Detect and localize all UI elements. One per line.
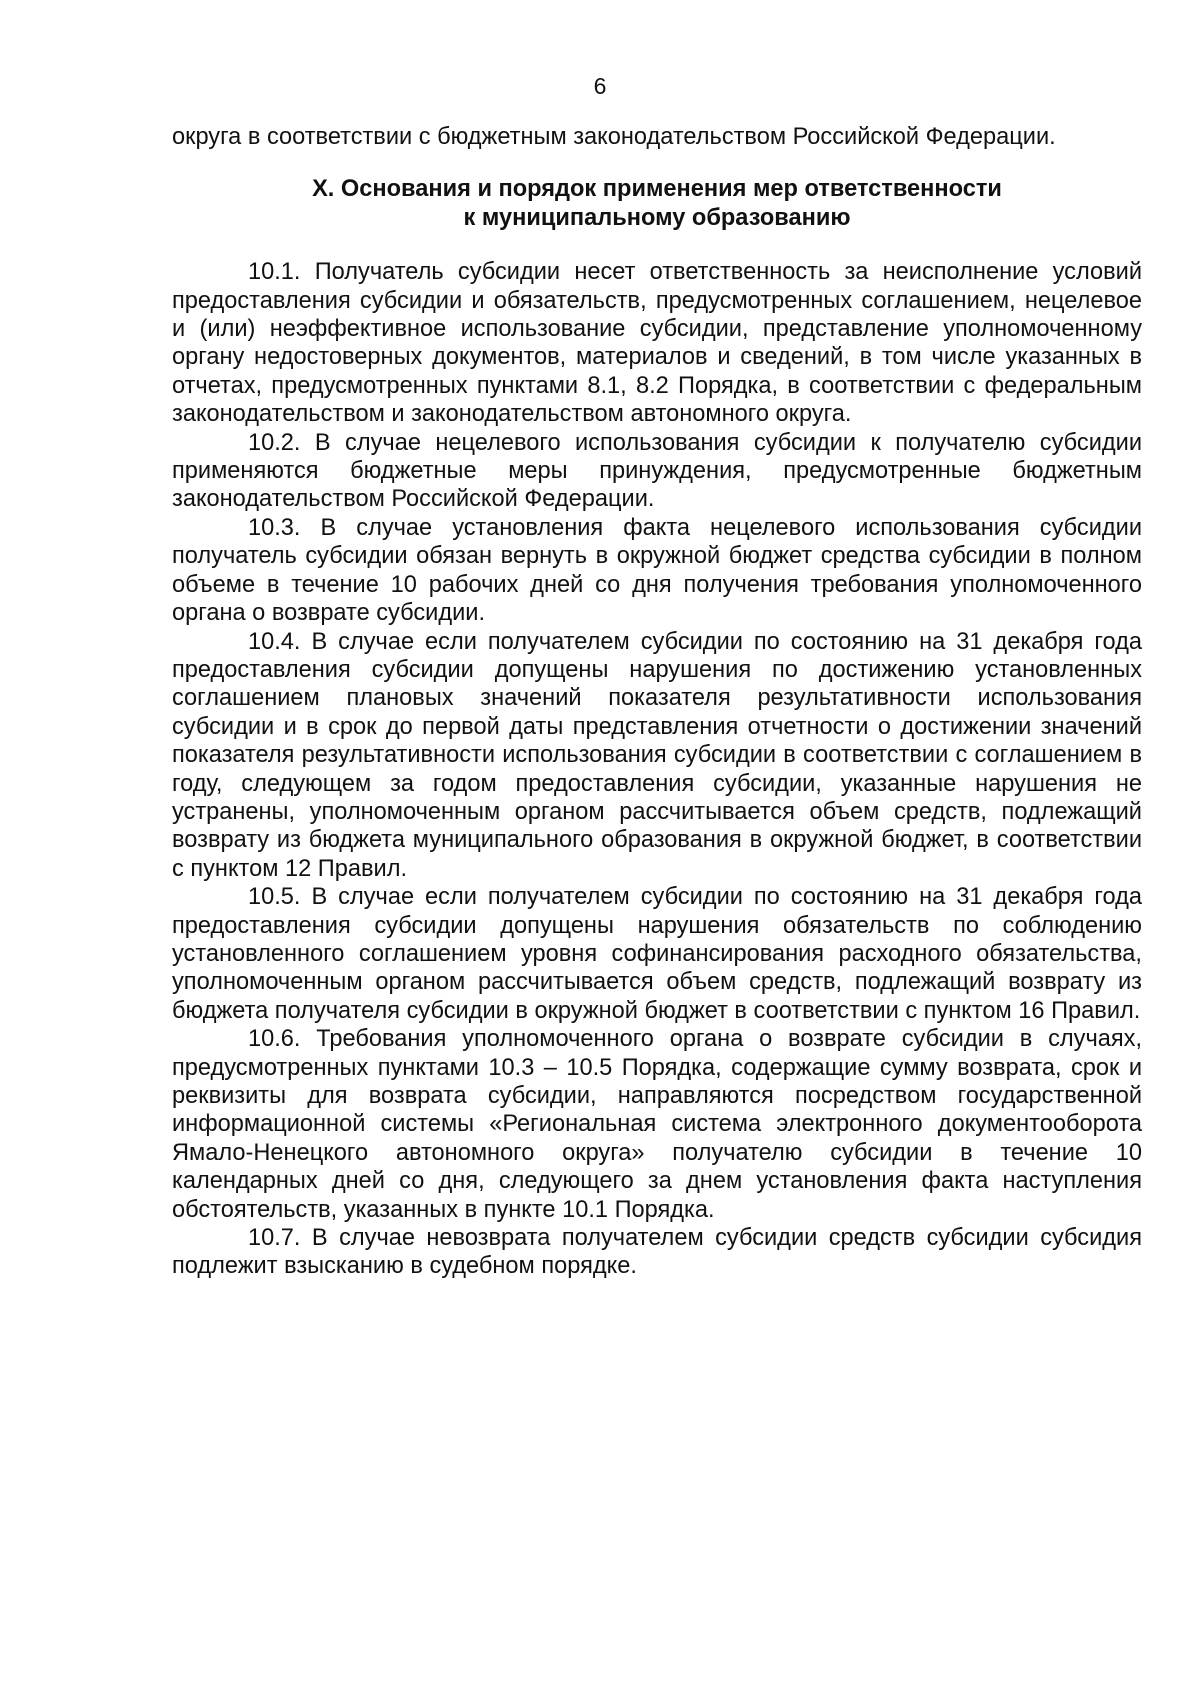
clause-text: В случае нецелевого использования субсидии к получателю субсидии применяются бюджетные меры принуждения, предусмотренные бюджетным законодательством Российской Федерации. — [172, 429, 1142, 513]
clause-text: В случае невозврата получателем субсидии средств субсидии субсидия подлежит взысканию в судебном порядке. — [172, 1225, 1143, 1280]
clause-10-3 — [172, 514, 1142, 628]
clause-number: 10.5. — [248, 884, 301, 911]
page-number: 6 — [593, 73, 607, 99]
clause-number: 10.2. — [248, 429, 301, 456]
clause-number: 10.3. — [248, 514, 301, 541]
intro-paragraph: округа в соответствии с бюджетным законодательством Российской Федерации. — [172, 124, 1056, 150]
clause-text: В случае установления факта нецелевого использования субсидии получатель субсидии обязан вернуть в окружной бюджет средства субсидии в полном объеме в течение 10 рабочих дней со дня получения требования уполномоченного органа о возврате субсидии. — [172, 514, 1142, 627]
section-heading-line-1: X. Основания и порядок применения мер ответственности — [312, 176, 1002, 203]
clause-10-5 — [172, 883, 1142, 1025]
clause-10-1 — [172, 258, 1142, 428]
clause-number: 10.1. — [248, 259, 301, 286]
clause-10-7 — [172, 1224, 1142, 1281]
clause-number: 10.7. — [248, 1225, 301, 1252]
clause-text: В случае если получателем субсидии по состоянию на 31 декабря года предоставления субсидии допущены нарушения обязательств по соблюдению установленного соглашением уровня софинансирования расходного обязательства, уполномоченным органом рассчитывается объем средств, подлежащий возврату из бюджета получателя субсидии в окружной бюджет в соответствии с пунктом 16 Правил. — [172, 884, 1142, 1024]
clause-10-6 — [172, 1025, 1142, 1224]
clause-10-2 — [172, 429, 1142, 514]
section-heading — [172, 175, 1142, 232]
clause-number: 10.4. — [248, 628, 301, 655]
clause-text: В случае если получателем субсидии по состоянию на 31 декабря года предоставления субсидии допущены нарушения по достижению установленных соглашением плановых значений показателя результативности использования субсидии и в срок до первой даты представления отчетности о достижении значений показателя результативности использования субсидии в соответствии с соглашением в году, следующем за годом предоставления субсидии, указанные нарушения не устранены, уполномоченным органом рассчитывается объем средств, подлежащий возврату из бюджета муниципального образования в окружной бюджет, в соответствии с пунктом 12 Правил. — [172, 628, 1142, 882]
clause-text: Получатель субсидии несет ответственность за неисполнение условий предоставления субсидии и обязательств, предусмотренных соглашением, нецелевое и (или) неэффективное использование субсидии, представление уполномоченному органу недостоверных документов, материалов и сведений, в том числе указанных в отчетах, предусмотренных пунктами 8.1, 8.2 Порядка, в соответствии с федеральным законодательством и законодательством автономного округа. — [172, 259, 1142, 428]
section-heading-line-2: к муниципальному образованию — [463, 204, 851, 231]
clause-number: 10.6. — [248, 1026, 301, 1053]
document-body — [172, 123, 1142, 1281]
clause-10-4 — [172, 628, 1142, 884]
clause-text: Требования уполномоченного органа о возврате субсидии в случаях, предусмотренных пунктами 10.3 – 10.5 Порядка, содержащие сумму возврата, срок и реквизиты для возврата субсидии, направляются посредством государственной информационной системы «Региональная система электронного документооборота Ямало-Ненецкого автономного округа» получателю субсидии в течение 10 календарных дней со дня, следующего за днем установления факта наступления обстоятельств, указанных в пункте 10.1 Порядка. — [172, 1026, 1142, 1223]
